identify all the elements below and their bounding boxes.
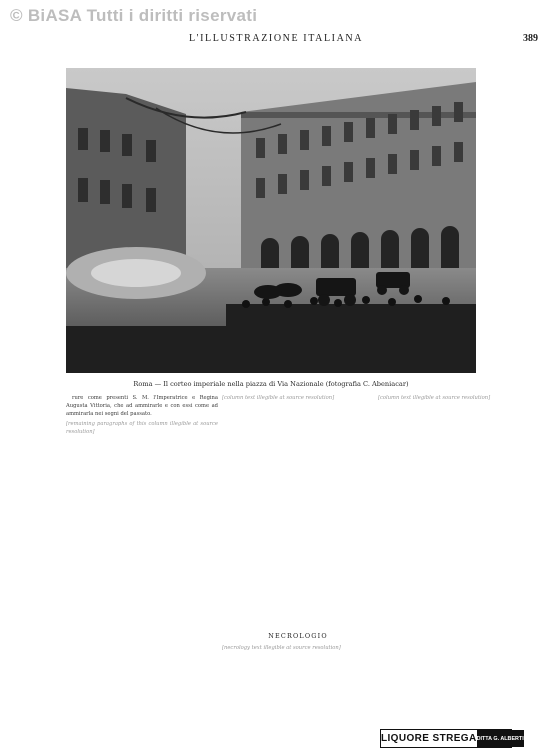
photograph-image: [66, 68, 476, 373]
advertisement-brand: LIQUORE STREGA: [381, 733, 477, 744]
necrology-illegible-note: [necrology text illegible at source resolution]: [222, 645, 341, 651]
article-column-2: [222, 394, 374, 624]
column-1-illegible-note: [remaining paragraphs of this column illegible at source resolution]: [66, 421, 218, 435]
column-3-illegible-note: [column text illegible at source resolution]: [378, 395, 491, 401]
advertisement-maker: DITTA G. ALBERTI: [477, 730, 524, 747]
article-column-3: [378, 394, 530, 716]
necrology-heading: NECROLOGIO: [268, 632, 328, 640]
column-2-illegible-note: [column text illegible at source resolution]: [222, 395, 335, 401]
article-column-1: [66, 394, 218, 754]
copyright-watermark: © BiASA Tutti i diritti riservati: [10, 6, 258, 25]
column-1-paragraph-1: rure come presenti S. M. l'Imperatrice e Regina Augusta Vittoria, che ad ammirarle e con essi come ad ammirarla nei segni del passato.: [66, 395, 218, 417]
photo-caption: Roma — Il corteo imperiale nella piazza di Via Nazionale (fotografia C. Abeniacar): [133, 380, 409, 388]
photograph-procession: [66, 68, 476, 373]
page-number: 389: [523, 33, 538, 44]
running-head: L'ILLUSTRAZIONE ITALIANA: [188, 33, 364, 44]
necrology-text: [222, 644, 374, 752]
liquore-strega-advertisement: [380, 729, 524, 748]
